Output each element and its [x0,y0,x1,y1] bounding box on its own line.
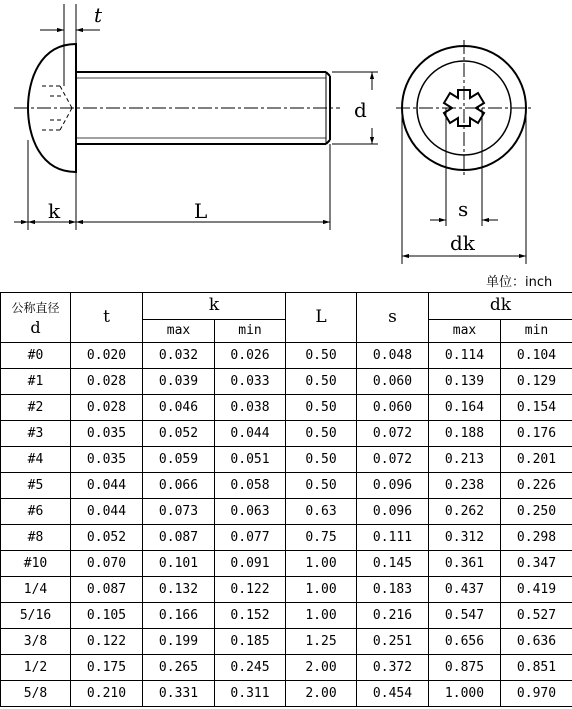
cell-dk-max: 0.114 [429,343,501,369]
table-row [1,577,572,603]
cell-t: 0.044 [71,499,143,525]
dk-label: dk [450,231,475,255]
table-row [1,369,572,395]
cell-dk-max: 0.875 [429,655,501,681]
cell-k-max: 0.101 [143,551,215,577]
cell-s: 0.096 [357,499,429,525]
cell-dk-min: 0.176 [501,421,572,447]
cell-L: 1.00 [286,603,357,629]
cell-k-max: 0.265 [143,655,215,681]
cell-k-min: 0.026 [215,343,286,369]
cell-k-min: 0.033 [215,369,286,395]
cell-L: 0.50 [286,395,357,421]
cell-d: #0 [1,343,71,369]
table-row [1,551,572,577]
cell-dk-min: 0.104 [501,343,572,369]
cell-t: 0.175 [71,655,143,681]
cell-k-max: 0.087 [143,525,215,551]
table-row [1,629,572,655]
cell-k-min: 0.044 [215,421,286,447]
cell-dk-max: 0.262 [429,499,501,525]
cell-k-max: 0.132 [143,577,215,603]
cell-dk-max: 1.000 [429,681,501,707]
cell-t: 0.210 [71,681,143,707]
cell-L: 1.25 [286,629,357,655]
cell-s: 0.072 [357,447,429,473]
cell-k-min: 0.185 [215,629,286,655]
cell-dk-min: 0.201 [501,447,572,473]
cell-s: 0.372 [357,655,429,681]
header-k-max: max [143,320,215,343]
cell-d: #1 [1,369,71,395]
cell-L: 0.50 [286,421,357,447]
cell-t: 0.028 [71,395,143,421]
k-label: k [48,199,61,223]
cell-L: 2.00 [286,681,357,707]
cell-L: 1.00 [286,577,357,603]
cell-d: #3 [1,421,71,447]
cell-d: 3/8 [1,629,71,655]
cell-t: 0.122 [71,629,143,655]
cell-k-max: 0.059 [143,447,215,473]
table-row [1,395,572,421]
header-dk-max: max [429,320,501,343]
cell-L: 1.00 [286,551,357,577]
cell-dk-max: 0.238 [429,473,501,499]
header-L: L [286,293,357,343]
cell-dk-min: 0.851 [501,655,572,681]
cell-t: 0.070 [71,551,143,577]
cell-s: 0.096 [357,473,429,499]
cell-dk-max: 0.312 [429,525,501,551]
cell-d: 5/8 [1,681,71,707]
table-header [1,293,572,343]
cell-k-max: 0.331 [143,681,215,707]
table-body [1,343,572,707]
cell-k-max: 0.199 [143,629,215,655]
cell-k-min: 0.058 [215,473,286,499]
header-nominal-diameter [1,293,71,343]
cell-dk-min: 0.298 [501,525,572,551]
cell-d: #8 [1,525,71,551]
cell-L: 0.50 [286,473,357,499]
cell-dk-max: 0.213 [429,447,501,473]
cell-dk-max: 0.361 [429,551,501,577]
cell-dk-min: 0.154 [501,395,572,421]
header-t: t [71,293,143,343]
cell-s: 0.183 [357,577,429,603]
cell-s: 0.145 [357,551,429,577]
t-label: t [94,3,103,27]
cell-k-max: 0.032 [143,343,215,369]
cell-k-min: 0.038 [215,395,286,421]
cell-dk-max: 0.139 [429,369,501,395]
cell-k-max: 0.039 [143,369,215,395]
header-dk-min: min [501,320,572,343]
cell-s: 0.060 [357,369,429,395]
cell-t: 0.020 [71,343,143,369]
cell-dk-max: 0.164 [429,395,501,421]
cell-k-min: 0.091 [215,551,286,577]
cell-k-max: 0.052 [143,421,215,447]
cell-s: 0.216 [357,603,429,629]
cell-t: 0.044 [71,473,143,499]
header-dk: dk [429,293,572,320]
cell-k-min: 0.122 [215,577,286,603]
cell-t: 0.052 [71,525,143,551]
cell-d: #2 [1,395,71,421]
table-row [1,499,572,525]
cell-d: 1/4 [1,577,71,603]
cell-t: 0.035 [71,447,143,473]
cell-t: 0.105 [71,603,143,629]
cell-L: 0.50 [286,369,357,395]
cell-L: 0.50 [286,343,357,369]
s-label: s [458,197,469,221]
dimensions-table [0,292,572,707]
header-k-min: min [215,320,286,343]
table-row [1,421,572,447]
header-d-symbol: d [30,317,41,337]
cell-k-min: 0.063 [215,499,286,525]
cell-d: 1/2 [1,655,71,681]
cell-k-min: 0.152 [215,603,286,629]
cell-s: 0.454 [357,681,429,707]
cell-L: 0.63 [286,499,357,525]
L-label: L [194,199,208,223]
cell-dk-min: 0.226 [501,473,572,499]
table-row [1,603,572,629]
cell-dk-min: 0.250 [501,499,572,525]
table-row [1,525,572,551]
header-k: k [143,293,286,320]
table-row [1,681,572,707]
table-row [1,343,572,369]
screw-end-view [396,40,532,176]
table-row [1,447,572,473]
cell-dk-max: 0.547 [429,603,501,629]
cell-dk-min: 0.636 [501,629,572,655]
cell-s: 0.111 [357,525,429,551]
cell-d: #4 [1,447,71,473]
cell-dk-max: 0.656 [429,629,501,655]
cell-k-max: 0.066 [143,473,215,499]
cell-dk-max: 0.188 [429,421,501,447]
cell-s: 0.072 [357,421,429,447]
table-row [1,655,572,681]
cell-dk-min: 0.347 [501,551,572,577]
cell-t: 0.028 [71,369,143,395]
cell-k-min: 0.311 [215,681,286,707]
unit-label: 单位：inch [486,275,553,290]
cell-d: 5/16 [1,603,71,629]
cell-s: 0.060 [357,395,429,421]
cell-k-max: 0.073 [143,499,215,525]
screw-technical-drawing [0,0,572,270]
cell-L: 2.00 [286,655,357,681]
k-L-dimension [14,140,330,230]
cell-k-min: 0.077 [215,525,286,551]
header-s: s [357,293,429,343]
cell-k-max: 0.166 [143,603,215,629]
cell-k-max: 0.046 [143,395,215,421]
cell-k-min: 0.051 [215,447,286,473]
cell-s: 0.048 [357,343,429,369]
cell-d: #6 [1,499,71,525]
cell-k-min: 0.245 [215,655,286,681]
cell-dk-min: 0.527 [501,603,572,629]
cell-dk-max: 0.437 [429,577,501,603]
cell-L: 0.75 [286,525,357,551]
cell-L: 0.50 [286,447,357,473]
cell-t: 0.035 [71,421,143,447]
cell-d: #10 [1,551,71,577]
cell-d: #5 [1,473,71,499]
cell-dk-min: 0.129 [501,369,572,395]
cell-s: 0.251 [357,629,429,655]
d-label: d [354,98,367,122]
cell-dk-min: 0.419 [501,577,572,603]
header-nominal-diameter-cn: 公称直径 [11,300,60,315]
cell-t: 0.087 [71,577,143,603]
cell-dk-min: 0.970 [501,681,572,707]
table-row [1,473,572,499]
